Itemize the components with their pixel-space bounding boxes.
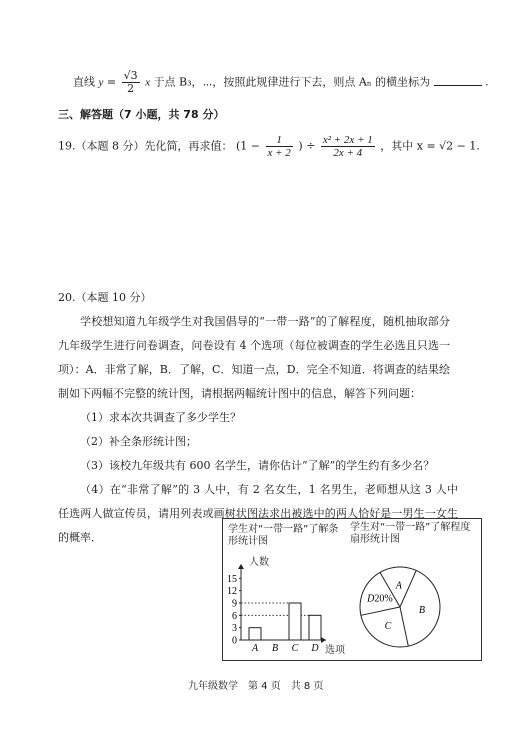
q18-x: x <box>145 76 151 89</box>
category-label-A: A <box>251 643 259 654</box>
bar-C <box>289 603 301 640</box>
y-tick-label: 3 <box>232 623 237 635</box>
bar-chart-title: 学生对“一带一路”了解条形统计图 <box>228 524 339 547</box>
q18-fraction-numerator: √3 <box>123 69 138 82</box>
pie-chart-title: 学生对“一带一路”了解程度扇形统计图 <box>350 522 471 545</box>
q18-answer-blank[interactable] <box>434 74 482 86</box>
y-axis-arrow <box>238 564 244 569</box>
bar-A <box>249 628 261 640</box>
pie-chart <box>355 562 445 652</box>
y-tick-label: 9 <box>232 598 237 610</box>
question-20-item-2: （2）补全条形统计图； <box>80 435 197 448</box>
q19-label: 19.（本题 8 分）先化简，再求值： <box>58 139 233 153</box>
y-tick-label: 12 <box>227 586 237 598</box>
bar-chart <box>222 560 342 655</box>
q18-fraction-denominator: 2 <box>127 82 135 95</box>
y-tick-label: 15 <box>227 573 237 585</box>
category-label-C: C <box>291 643 299 654</box>
pie-label-A: A <box>395 580 402 592</box>
q18-suffix: 于点 B₃，⋯，按照此规律进行下去，则点 Aₙ 的横坐标为 <box>153 75 431 89</box>
question-18-line <box>73 70 489 95</box>
question-20-item-1: （1）求本次共调查了多少学生？ <box>80 411 241 424</box>
q19-tail: ，其中 x = √2 − 1. <box>380 139 480 153</box>
q18-prefix: 直线 <box>73 75 95 89</box>
question-20-intro: 学校想知道九年级学生对我国倡导的“一带一路”的了解程度，随机抽取部分九年级学生进行问卷调查，问卷设有 4 个选项（每位被调查的学生必选且只选一项）：A．非常了解，B．了解，C．知道一点，D．完全不知道．将调查的结果绘制如下两幅不完整的统计图，请根据两幅统计图中的信息，解答下列问题： <box>58 315 450 400</box>
q18-end: . <box>485 75 489 89</box>
x-axis-arrow <box>321 637 326 643</box>
question-20-label: 20.（本题 10 分） <box>58 291 152 304</box>
section-3-heading: 三、解答题（7 小题，共 78 分） <box>58 108 225 121</box>
q18-fraction <box>122 70 140 95</box>
question-20-item-4: （4）在“非常了解”的 3 人中，有 2 名女生，1 名男生，老师想从这 3 人中任选两人做宣传员，请用列表或画树状图法求出被选中的两人恰好是一男生一女生的概率． <box>58 483 458 544</box>
y-tick-label: 0 <box>232 635 237 647</box>
page-footer: 九年级数学 第 4 页 共 8 页 <box>188 681 324 692</box>
category-label-B: B <box>271 643 279 654</box>
pie-label-C: C <box>384 620 392 632</box>
q19-f1-denominator: x + 2 <box>267 147 291 159</box>
q19-f2-denominator: 2x + 4 <box>333 147 363 159</box>
q19-fraction-1 <box>266 134 293 159</box>
category-label-D: D <box>311 643 319 654</box>
bar-chart-xlabel: 选项 <box>325 645 345 656</box>
bar-D <box>309 615 321 640</box>
q19-open: (1 − <box>235 139 260 153</box>
q19-f1-numerator: 1 <box>266 134 293 147</box>
y-tick-label: 6 <box>232 610 237 622</box>
q19-fraction-2 <box>321 134 375 159</box>
pie-label-D: D20% <box>367 593 393 605</box>
question-20-item-3: （3）该校九年级共有 600 名学生，请你估计“了解”的学生约有多少名？ <box>80 459 435 472</box>
q19-close: ) ÷ <box>298 139 316 153</box>
pie-label-B: B <box>418 604 425 616</box>
q19-f2-numerator: x² + 2x + 1 <box>322 134 373 146</box>
q18-y: y <box>98 76 104 89</box>
q18-eq: = <box>106 75 117 89</box>
question-19-line <box>58 134 480 159</box>
bar-chart-ylabel: 人数 <box>249 557 269 568</box>
